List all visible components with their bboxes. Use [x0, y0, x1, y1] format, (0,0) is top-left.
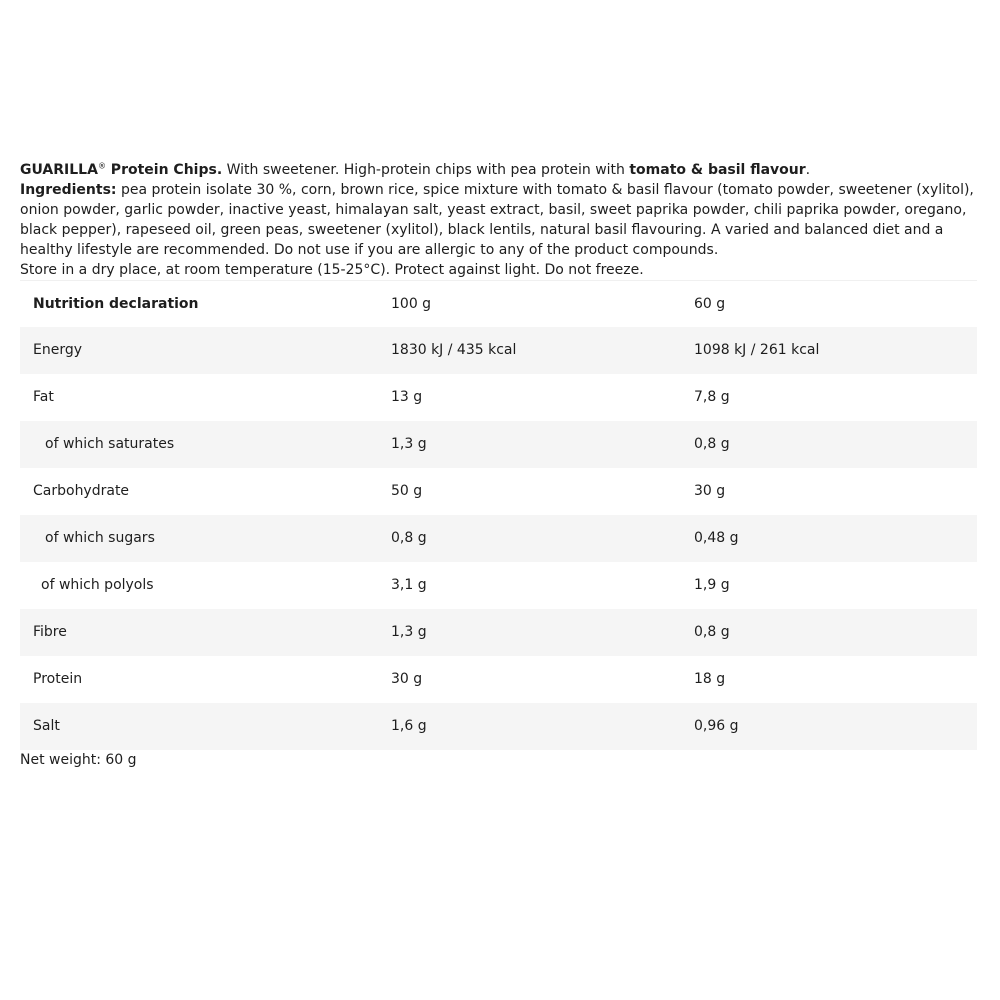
- flavour-name: tomato & basil flavour: [629, 162, 806, 178]
- row-label: Fat: [33, 389, 54, 405]
- row-label: Salt: [33, 718, 60, 734]
- table-row: [20, 562, 977, 609]
- net-weight: Net weight: 60 g: [20, 751, 137, 768]
- intro-end: .: [805, 162, 811, 178]
- intro-text: With sweetener. High-protein chips with pea protein with: [222, 162, 630, 178]
- product-name: Protein Chips.: [105, 162, 223, 178]
- row-label-cell: [20, 562, 378, 609]
- row-value-60g: 1098 kJ / 261 kcal: [694, 342, 820, 358]
- row-label: Protein: [33, 671, 83, 687]
- row-value-100g: 1830 kJ / 435 kcal: [391, 342, 517, 358]
- row-value-60g: 0,48 g: [694, 530, 739, 546]
- nutrition-header-row: [20, 281, 977, 327]
- row-value-60g: 7,8 g: [694, 389, 730, 405]
- row-value-60g: 0,96 g: [694, 718, 739, 734]
- nutrition-header-label: [20, 281, 378, 327]
- row-label: of which polyols: [41, 577, 154, 593]
- storage-instructions: Store in a dry place, at room temperature (15-25°C). Protect against light. Do not freeze.: [20, 262, 644, 278]
- nutrition-header-60g: 60 g: [694, 295, 726, 312]
- row-value-100g: 3,1 g: [391, 577, 427, 593]
- table-row: [20, 327, 977, 374]
- table-row: [20, 468, 977, 515]
- table-row: [20, 703, 977, 750]
- registered-mark: ®: [97, 161, 106, 171]
- brand-name: GUARILLA: [20, 162, 98, 178]
- table-row: [20, 609, 977, 656]
- row-label: of which sugars: [45, 530, 155, 546]
- row-value-100g: 30 g: [391, 671, 423, 687]
- row-value-60g: 0,8 g: [694, 624, 730, 640]
- row-label: Carbohydrate: [33, 483, 130, 499]
- product-description: [20, 160, 977, 770]
- ingredients-text: pea protein isolate 30 %, corn, brown rice, spice mixture with tomato & basil flavour (tomato powder, sweetener (xylitol), onion powder, garlic powder, inactive yeast, himalayan salt, yeast extract, basil, sweet paprika powder, chili paprika powder, oregano, black pepper), rapeseed oil, green peas, sweetener (xylitol), black lentils, natural basil flavouring. A varied and balanced diet and a healthy lifestyle are recommended. Do not use if you are allergic to any of the product compounds.: [20, 182, 974, 258]
- row-value-60g: 30 g: [694, 483, 726, 499]
- row-label: Fibre: [33, 624, 67, 640]
- row-label: Energy: [33, 342, 83, 358]
- nutrition-table: [20, 280, 977, 750]
- row-value-100g: 1,3 g: [391, 624, 427, 640]
- table-row: [20, 374, 977, 421]
- ingredients-label: Ingredients:: [20, 182, 117, 198]
- row-label: of which saturates: [45, 436, 175, 452]
- row-value-100g: 50 g: [391, 483, 423, 499]
- table-row: [20, 421, 977, 468]
- row-value-100g: 13 g: [391, 389, 423, 405]
- row-label-cell: [20, 515, 378, 562]
- row-value-100g: 1,3 g: [391, 436, 427, 452]
- intro-paragraph: [20, 160, 977, 180]
- row-value-100g: 1,6 g: [391, 718, 427, 734]
- row-value-60g: 0,8 g: [694, 436, 730, 452]
- row-value-60g: 1,9 g: [694, 577, 730, 593]
- nutrition-header-label-text: Nutrition declaration: [33, 295, 199, 312]
- nutrition-header-100g: 100 g: [391, 295, 432, 312]
- row-value-60g: 18 g: [694, 671, 726, 687]
- table-row: [20, 515, 977, 562]
- row-label-cell: [20, 421, 378, 468]
- row-value-100g: 0,8 g: [391, 530, 427, 546]
- ingredients-paragraph: [20, 180, 977, 260]
- table-row: [20, 656, 977, 703]
